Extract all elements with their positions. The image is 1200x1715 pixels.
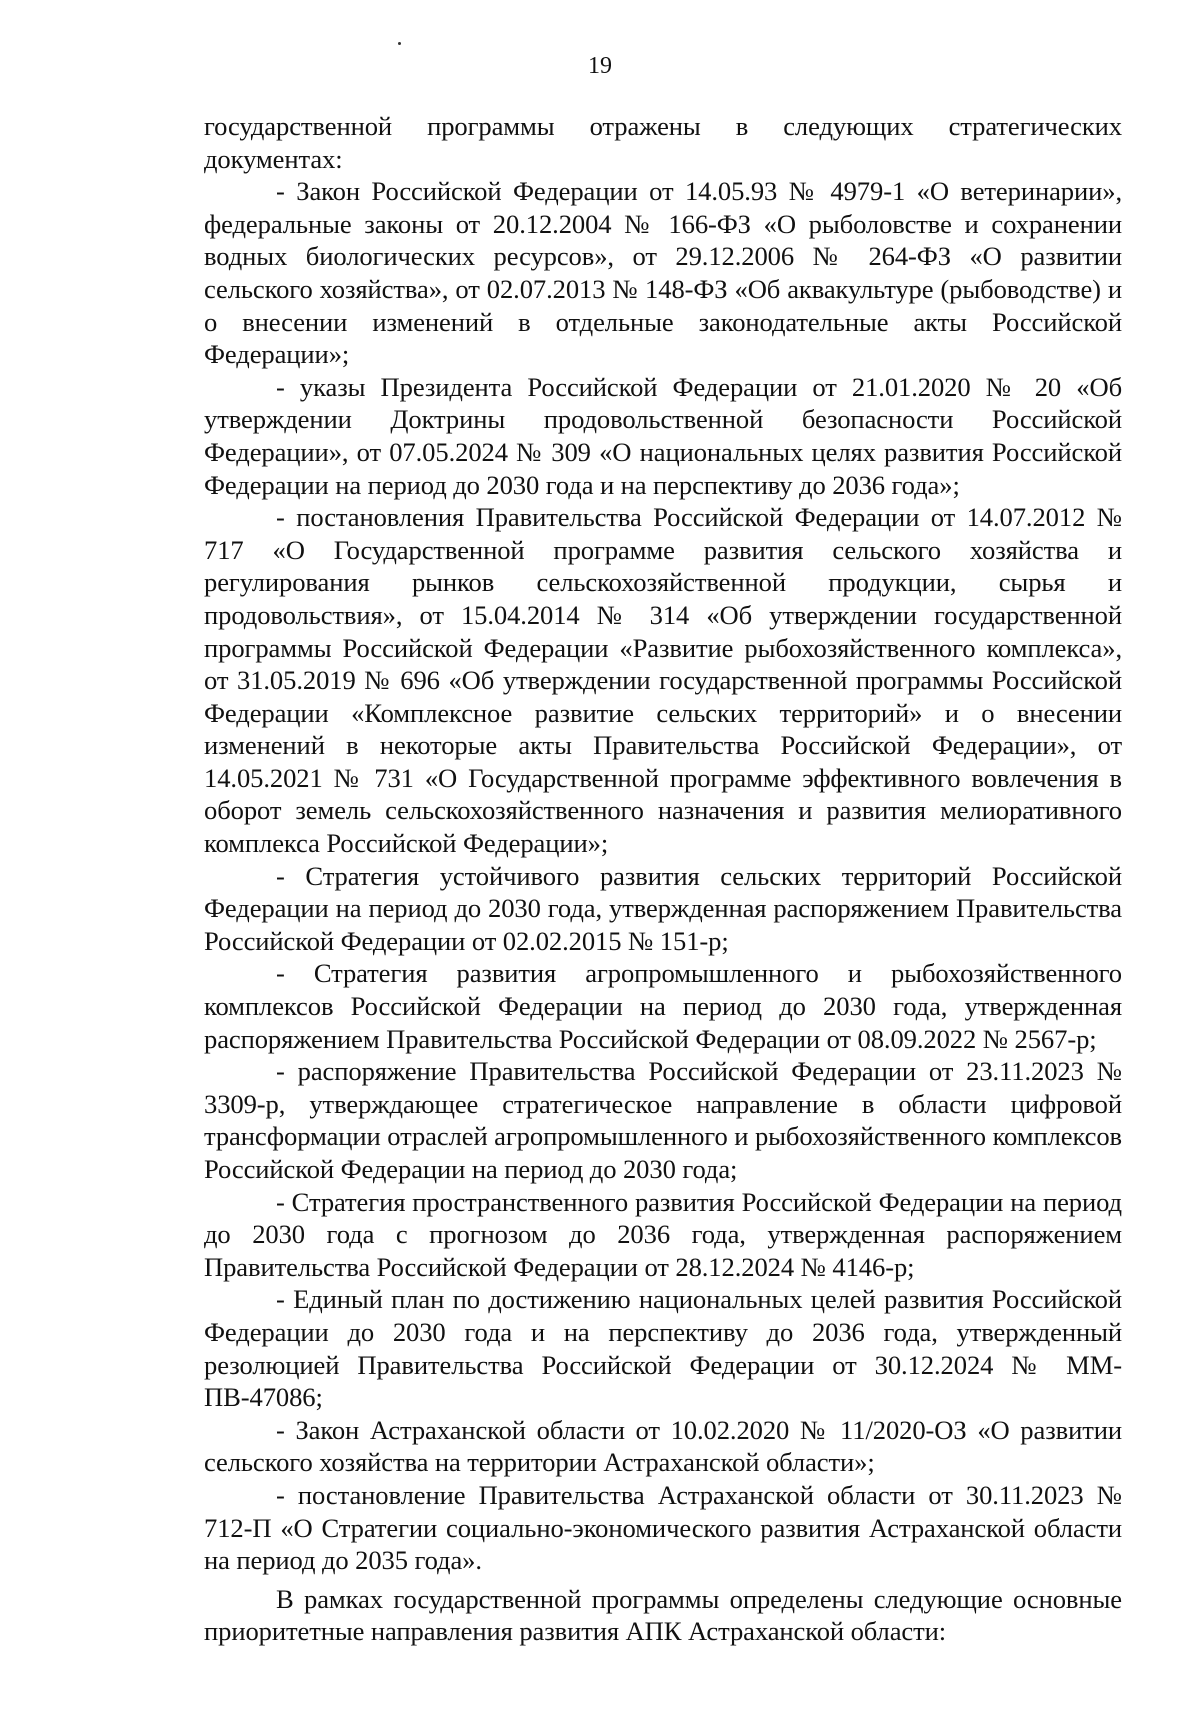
list-item-astrakhan-strategy: - постановление Правительства Астраханской области от 30.11.2023 № 712-П «О Стратегии социально-экономического развития Астраханской области на период до 2035 года». (204, 1479, 1122, 1576)
list-item-digital-transformation: - распоряжение Правительства Российской Федерации от 23.11.2023 № 3309-р, утверждающее стратегическое направление в области цифровой трансформации отраслей агропромышленного и рыбохозяйственного комплексов Российской Федерации на период до 2030 года; (204, 1056, 1122, 1184)
list-item-spatial-strategy: - Стратегия пространственного развития Российской Федерации на период до 2030 года с прогнозом до 2036 года, утвержденная распоряжением Правительства Российской Федерации от 28.12.2024 № 4146-р; (204, 1186, 1122, 1282)
list-item-unified-plan: - Единый план по достижению национальных целей развития Российской Федерации до 2030 года и на перспективу до 2036 года, утвержденный резолюцией Правительства Российской Федерации от 30.12.2024 № ММ-ПВ-47086; (204, 1284, 1122, 1413)
list-item-law-veterinary: - Закон Российской Федерации от 14.05.93 № 4979-1 «О ветеринарии», федеральные законы от 20.12.2004 № 166-ФЗ «О рыболовстве и сохранении водных биологических ресурсов», от 29.12.2006 № 264-ФЗ «О развитии сельского хозяйства», от 02.07.2013 № 148-ФЗ «Об аквакультуре (рыбоводстве) и о внесении изменений в отдельные законодательные акты Российской Федерации»; (204, 176, 1122, 370)
list-item-presidential-decrees: - указы Президента Российской Федерации от 21.01.2020 № 20 «Об утверждении Доктрины продовольственной безопасности Российской Федерации», от 07.05.2024 № 309 «О национальных целях развития Российской Федерации на период до 2030 года и на перспективу до 2036 года»; (204, 371, 1122, 500)
document-body (204, 110, 1122, 1648)
list-item-agro-fish-strategy: - Стратегия развития агропромышленного и рыбохозяйственного комплексов Российской Федерации на период до 2030 года, утвержденная распоряжением Правительства Российской Федерации от 08.09.2022 № 2567-р; (204, 958, 1122, 1054)
list-item-rural-strategy: - Стратегия устойчивого развития сельских территорий Российской Федерации на период до 2030 года, утвержденная распоряжением Правительства Российской Федерации от 02.02.2015 № 151-р; (204, 860, 1122, 956)
list-item-astrakhan-law: - Закон Астраханской области от 10.02.2020 № 11/2020-ОЗ «О развитии сельского хозяйства на территории Астраханской области»; (204, 1414, 1122, 1478)
list-item-government-resolutions: - постановления Правительства Российской Федерации от 14.07.2012 № 717 «О Государственной программе развития сельского хозяйства и регулирования рынков сельскохозяйственной продукции, сырья и продовольствия», от 15.04.2014 № 314 «Об утверждении государственной программы Российской Федерации «Развитие рыбохозяйственного комплекса», от 31.05.2019 № 696 «Об утверждении государственной программы Российской Федерации «Комплексное развитие сельских территорий» и о внесении изменений в некоторые акты Правительства Российской Федерации», от 14.05.2021 № 731 «О Государственной программе эффективного вовлечения в оборот земель сельскохозяйственного назначения и развития мелиоративного комплекса Российской Федерации»; (204, 502, 1122, 859)
closing-paragraph: В рамках государственной программы определены следующие основные приоритетные направления развития АПК Астраханской области: (204, 1583, 1122, 1647)
page-number: 19 (588, 53, 612, 79)
scan-speck (398, 42, 401, 45)
intro-paragraph: государственной программы отражены в следующих стратегических документах: (204, 111, 1122, 174)
